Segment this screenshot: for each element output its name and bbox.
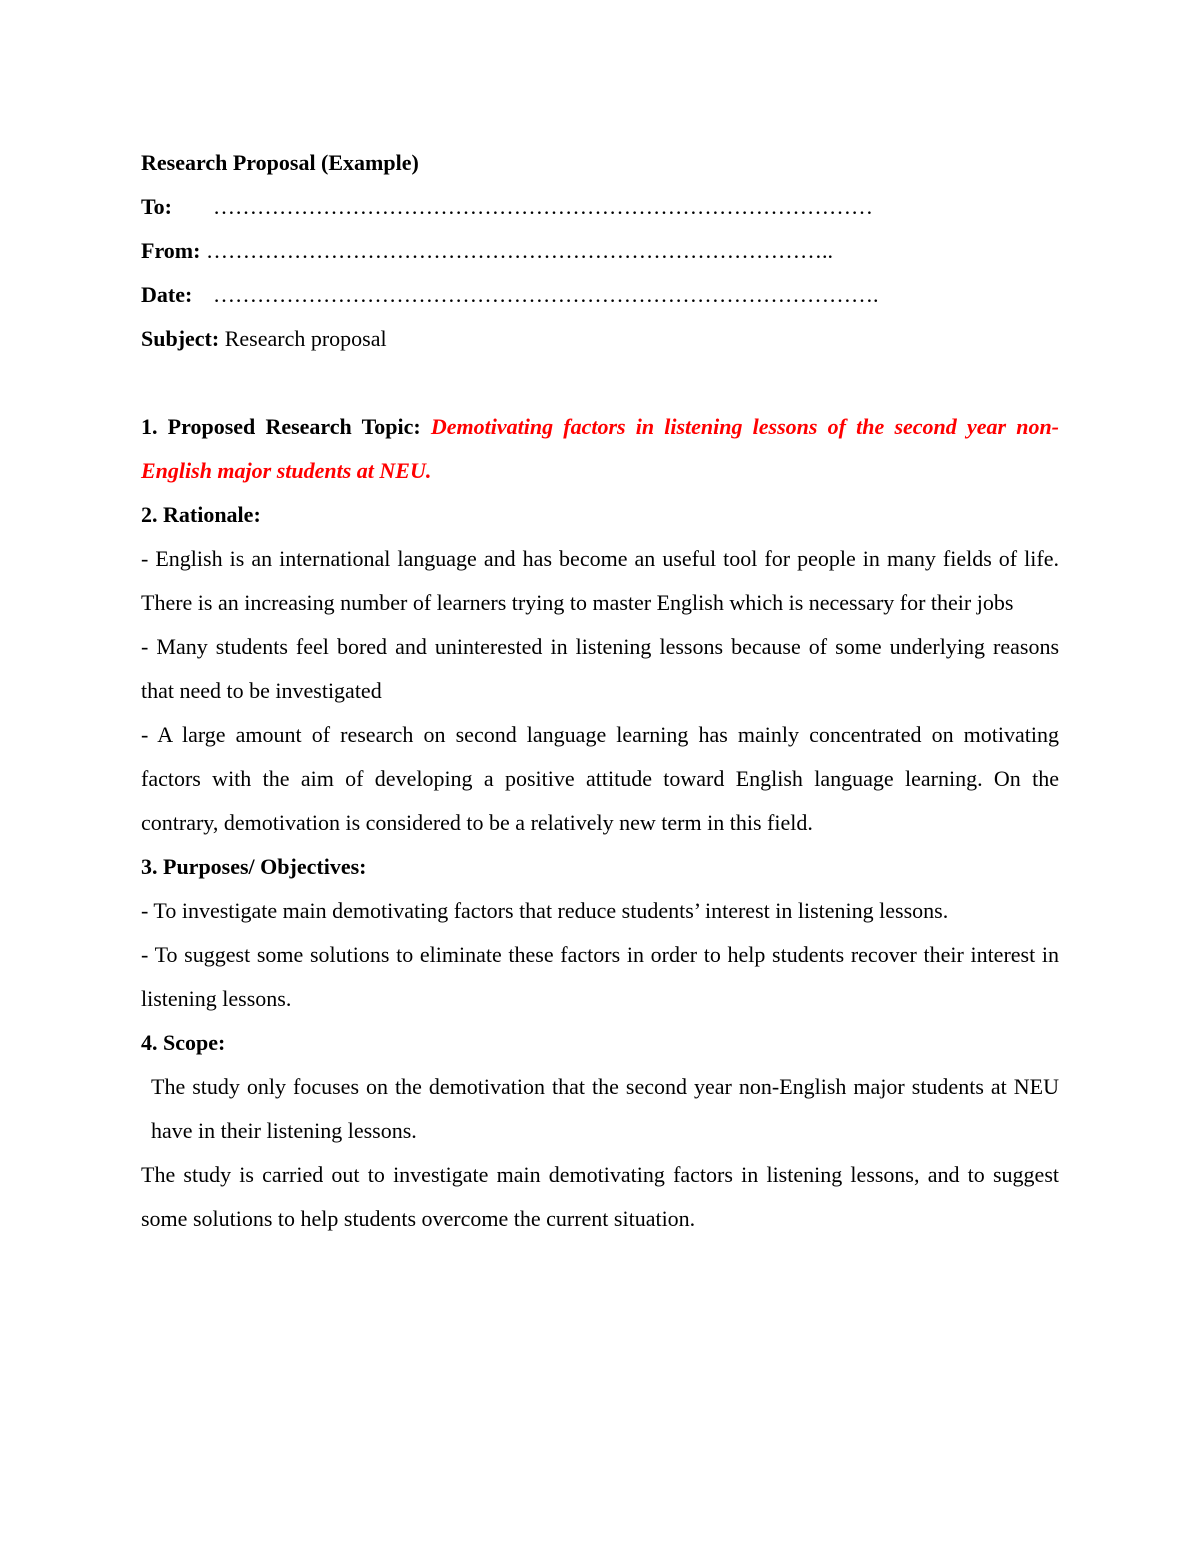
scope-item: The study only focuses on the demotivation that the second year non-English major students at NEU have in their listening lessons. [151,1074,1059,1143]
scope-item: The study is carried out to investigate main demotivating factors in listening lessons, and to suggest some solutions to help students overcome the current situation. [141,1162,1059,1231]
rationale-item: - A large amount of research on second language learning has mainly concentrated on motivating factors with the aim of developing a positive attitude toward English language learning. On the contrary, demotivation is considered to be a relatively new term in this field. [141,722,1059,835]
to-value: ……………………………………………………………………………… [213,194,873,219]
purposes-heading: 3. Purposes/ Objectives: [141,854,367,879]
subject-line [141,317,1059,361]
date-label: Date: [141,282,193,307]
topic-paragraph [141,405,1059,493]
date-value: ………………………………………………………………………………. [213,282,879,307]
from-label: From: [141,238,201,263]
to-label: To: [141,194,172,219]
topic-text: Demotivating factors in listening lessons of the second year non- English major students at NEU. [141,414,1060,483]
date-line [141,273,1059,317]
rationale-item: - Many students feel bored and uninterested in listening lessons because of some underlying reasons that need to be investigated [141,634,1059,703]
topic-heading: 1. Proposed Research Topic: [141,414,421,439]
spacer [141,361,1059,405]
to-line [141,185,1059,229]
from-value: ………………………………………………………………………….. [205,238,833,263]
document-page [141,141,1059,1241]
rationale-item: - English is an international language and has become an useful tool for people in many fields of life. There is an increasing number of learners trying to master English which is necessary for their jobs [141,546,1059,615]
document-title: Research Proposal (Example) [141,150,419,175]
rationale-heading: 2. Rationale: [141,502,261,527]
from-line [141,229,1059,273]
subject-value: Research proposal [224,326,387,351]
purposes-item: - To investigate main demotivating factors that reduce students’ interest in listening lessons. [141,898,949,923]
subject-label: Subject: [141,326,220,351]
scope-heading: 4. Scope: [141,1030,226,1055]
purposes-item: - To suggest some solutions to eliminate these factors in order to help students recover their interest in listening lessons. [141,942,1059,1011]
